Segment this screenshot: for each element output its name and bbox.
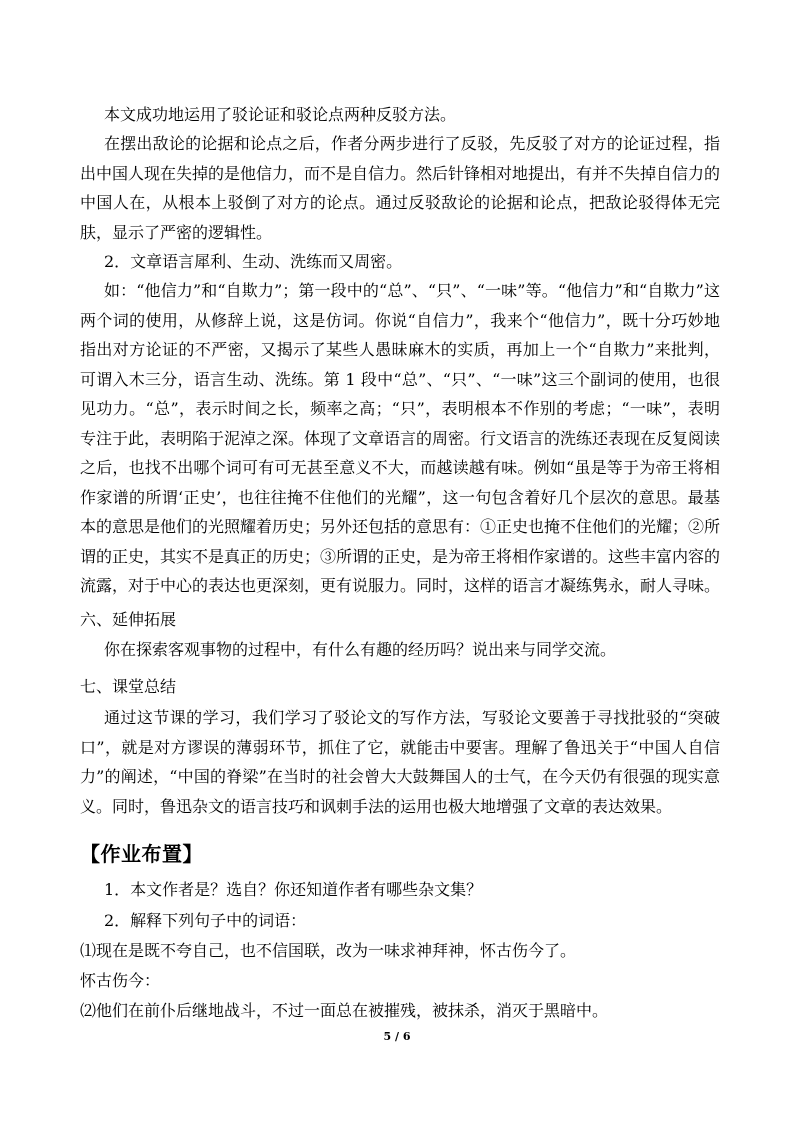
homework-question-1: 1．本文作者是？选自？你还知道作者有哪些杂文集？ [104, 880, 483, 899]
paragraph-language-analysis: 如：“他信力”和“自欺力”；第一段中的“总”、“只”、“一味”等。“他信力”和“自欺力”这两个词的使用，从修辞上说，这是仿词。你说“自信力”，我来个“他信力”，既十分巧妙地指出对方论证的不严密，又揭示了某些人愚昧麻木的实质，再加上一个“自欺力”来批判，可谓入木三分，语言生动、洗练。第 1 段中“总”、“只”、“一味”这三个副词的使用，也很见功力。“总”，表示时间之长，频率之高；“只”，表明根本不作别的考虑；“一味”，表明专注于此，表明陷于泥淖之深。体现了文章语言的周密。行文语言的洗练还表现在反复阅读之后，也找不出哪个词可有可无甚至意义不大，而越读越有味。例如“虽是等于为帝王将相作家谱的所谓‘正史’，也往往掩不住他们的光耀”，这一句包含着好几个层次的意思。最基本的意思是他们的光照耀着历史；另外还包括的意思有：①正史也掩不住他们的光耀；②所谓的正史，其实不是真正的历史；③所谓的正史，是为帝王将相作家谱的。这些丰富内容的流露，对于中心的表达也更深刻，更有说服力。同时，这样的语言才凝练隽永，耐人寻味。 [80, 281, 721, 595]
paragraph-summary: 通过这节课的学习，我们学习了驳论文的写作方法，写驳论文要善于寻找批驳的“突破口”，就是对方谬误的薄弱环节，抓住了它，就能击中要害。理解了鲁迅关于“中国人自信力”的阐述，“中国的脊梁”在当时的社会曾大大鼓舞国人的士气，在今天仍有很强的现实意义。同时，鲁迅杂文的语言技巧和讽刺手法的运用也极大地增强了文章的表达效果。 [80, 708, 720, 816]
paragraph-rebuttal-methods: 本文成功地运用了驳论证和驳论点两种反驳方法。 [104, 105, 457, 124]
homework-sentence-1: ⑴现在是既不夸自己，也不信国联，改为一味求神拜神，怀古伤今了。 [80, 941, 577, 960]
paragraph-rebuttal-steps: 在摆出敌论的论据和论点之后，作者分两步进行了反驳，先反驳了对方的论证过程，指出中国人现在失掉的是他信力，而不是自信力。然后针锋相对地提出，有并不失掉自信力的中国人在，从根本上驳倒了对方的论点。通过反驳敌论的论据和论点，把敌论驳得体无完肤，显示了严密的逻辑性。 [80, 134, 721, 242]
heading-extension: 六、延伸拓展 [80, 610, 177, 629]
homework-sentence-2: ⑵他们在前仆后继地战斗，不过一面总在被摧残，被抹杀，消灭于黑暗中。 [80, 1001, 609, 1020]
homework-term-1: 怀古伤今： [80, 971, 161, 990]
paragraph-language-point: 2．文章语言犀利、生动、洗练而又周密。 [104, 252, 403, 271]
homework-question-2: 2．解释下列句子中的词语： [104, 911, 307, 930]
paragraph-extension: 你在探索客观事物的过程中，有什么有趣的经历吗？说出来与同学交流。 [104, 640, 617, 659]
homework-title: 【作业布置】 [80, 842, 203, 866]
page-number: 5 / 6 [383, 1030, 411, 1043]
heading-summary: 七、课堂总结 [80, 677, 177, 696]
